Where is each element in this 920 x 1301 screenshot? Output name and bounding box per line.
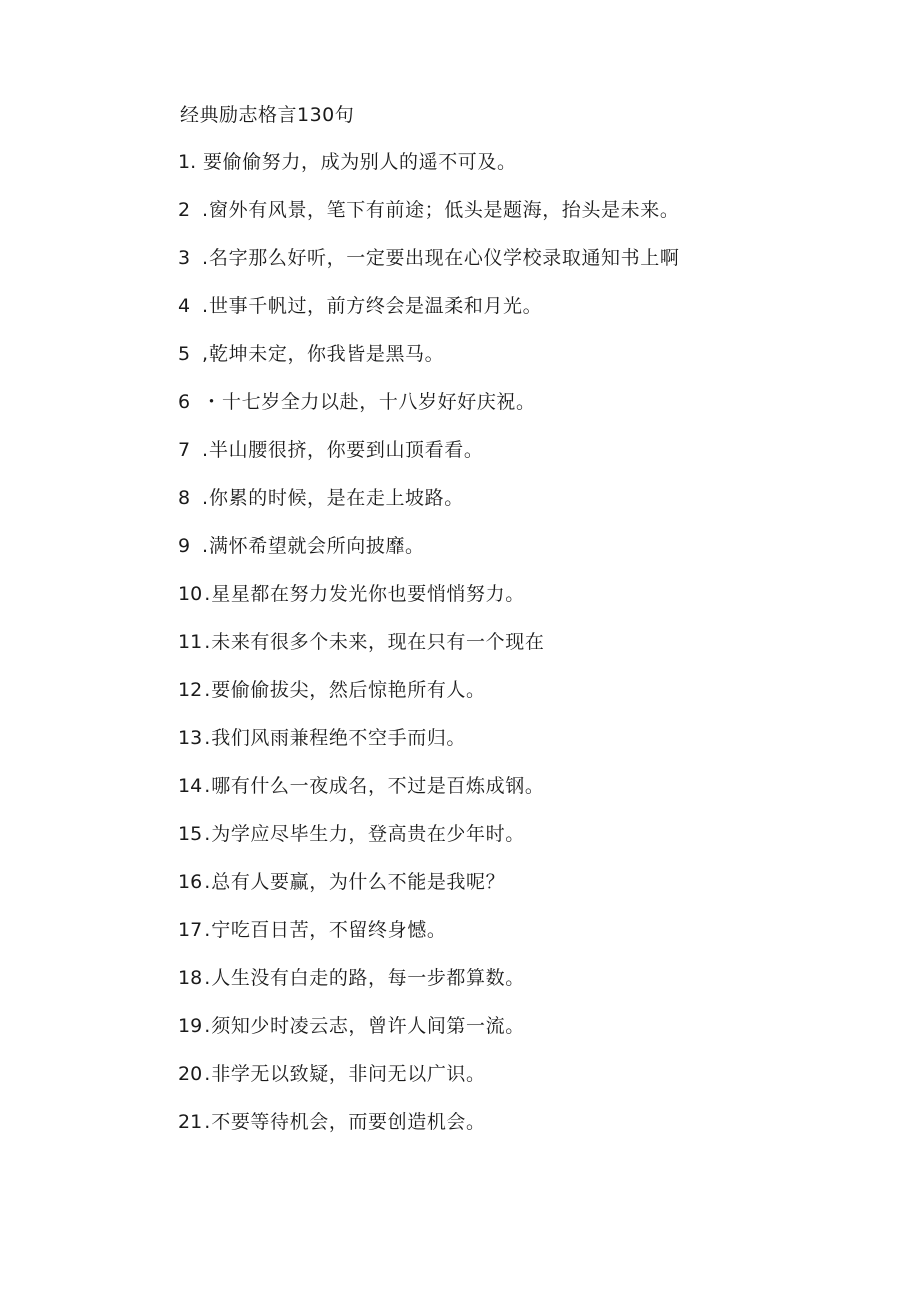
item-separator: .: [202, 487, 209, 509]
list-item: [178, 340, 679, 388]
list-item: [178, 148, 679, 196]
list-item: [178, 724, 679, 772]
list-item: [178, 484, 679, 532]
item-separator: ,: [202, 343, 209, 365]
item-separator: .: [202, 247, 209, 269]
item-text: 须知少时凌云志，曾许人间第一流。: [211, 1015, 525, 1037]
list-item: [178, 964, 679, 1012]
item-text: 半山腰很挤，你要到山顶看看。: [209, 439, 484, 461]
item-number: 6: [178, 391, 191, 413]
item-separator: .: [204, 583, 211, 605]
list-item: [178, 532, 679, 580]
list-item: [178, 244, 679, 292]
item-number: 20: [178, 1063, 203, 1085]
item-text: 总有人要赢，为什么不能是我呢？: [211, 871, 506, 893]
item-text: 世事千帆过，前方终会是温柔和月光。: [209, 295, 543, 317]
item-number: 11: [178, 631, 203, 653]
item-separator: .: [204, 967, 211, 989]
list-item: [178, 820, 679, 868]
item-text: 窗外有风景，笔下有前途；低头是题海，抬头是未来。: [209, 199, 680, 221]
item-text: 哪有什么一夜成名，不过是百炼成钢。: [211, 775, 545, 797]
item-text: 乾坤未定，你我皆是黑马。: [209, 343, 445, 365]
item-separator: .: [204, 1015, 211, 1037]
item-text: 星星都在努力发光你也要悄悄努力。: [211, 583, 525, 605]
list-item: [178, 1060, 679, 1108]
item-text: 满怀希望就会所向披靡。: [209, 535, 425, 557]
item-number: 18: [178, 967, 203, 989]
item-number: 13: [178, 727, 203, 749]
item-number: 7: [178, 439, 191, 461]
item-number: 15: [178, 823, 203, 845]
item-separator: .: [202, 535, 209, 557]
item-text: 要偷偷拔尖，然后惊艳所有人。: [211, 679, 486, 701]
item-number: 16: [178, 871, 203, 893]
item-text: 不要等待机会，而要创造机会。: [211, 1111, 486, 1133]
item-number: 17: [178, 919, 203, 941]
motto-list: [178, 148, 679, 1156]
item-text: 非学无以致疑，非问无以广识。: [211, 1063, 486, 1085]
item-number: 21: [178, 1111, 203, 1133]
item-number: 19: [178, 1015, 203, 1037]
list-item: [178, 388, 679, 436]
item-separator: .: [204, 679, 211, 701]
item-text: 为学应尽毕生力，登高贵在少年时。: [211, 823, 525, 845]
item-separator: .: [204, 1111, 211, 1133]
list-item: [178, 1108, 679, 1156]
item-separator: .: [204, 1063, 211, 1085]
item-number: 3: [178, 247, 191, 269]
item-number: 10: [178, 583, 203, 605]
item-separator: .: [202, 199, 209, 221]
item-number: 8: [178, 487, 191, 509]
item-number: 2: [178, 199, 191, 221]
list-item: [178, 292, 679, 340]
list-item: [178, 868, 679, 916]
item-text: 名字那么好听，一定要出现在心仪学校录取通知书上啊: [209, 247, 680, 269]
item-text: 人生没有白走的路，每一步都算数。: [211, 967, 525, 989]
item-separator: .: [204, 871, 211, 893]
item-number: 4: [178, 295, 191, 317]
item-text: 十七岁全力以赴，十八岁好好庆祝。: [222, 391, 536, 413]
list-item: [178, 676, 679, 724]
list-item: [178, 436, 679, 484]
list-item: [178, 916, 679, 964]
document-title: 经典励志格言130句: [180, 104, 355, 126]
list-item: [178, 772, 679, 820]
item-separator: .: [204, 631, 211, 653]
item-separator: .: [204, 919, 211, 941]
item-text: 你累的时候，是在走上坡路。: [209, 487, 464, 509]
item-separator: .: [202, 295, 209, 317]
item-text: 我们风雨兼程绝不空手而归。: [211, 727, 467, 749]
item-number: 1.: [178, 151, 197, 173]
item-number: 5: [178, 343, 191, 365]
list-item: [178, 196, 679, 244]
item-separator: .: [204, 775, 211, 797]
item-number: 9: [178, 535, 191, 557]
item-text: 宁吃百日苦，不留终身憾。: [211, 919, 447, 941]
item-separator: .: [202, 439, 209, 461]
item-separator: .: [204, 823, 211, 845]
item-text: 要偷偷努力，成为别人的遥不可及。: [203, 151, 517, 173]
item-text: 未来有很多个未来，现在只有一个现在: [211, 631, 545, 653]
list-item: [178, 580, 679, 628]
item-number: 14: [178, 775, 203, 797]
item-separator: ・: [202, 391, 222, 413]
list-item: [178, 628, 679, 676]
list-item: [178, 1012, 679, 1060]
item-number: 12: [178, 679, 203, 701]
item-separator: .: [204, 727, 211, 749]
